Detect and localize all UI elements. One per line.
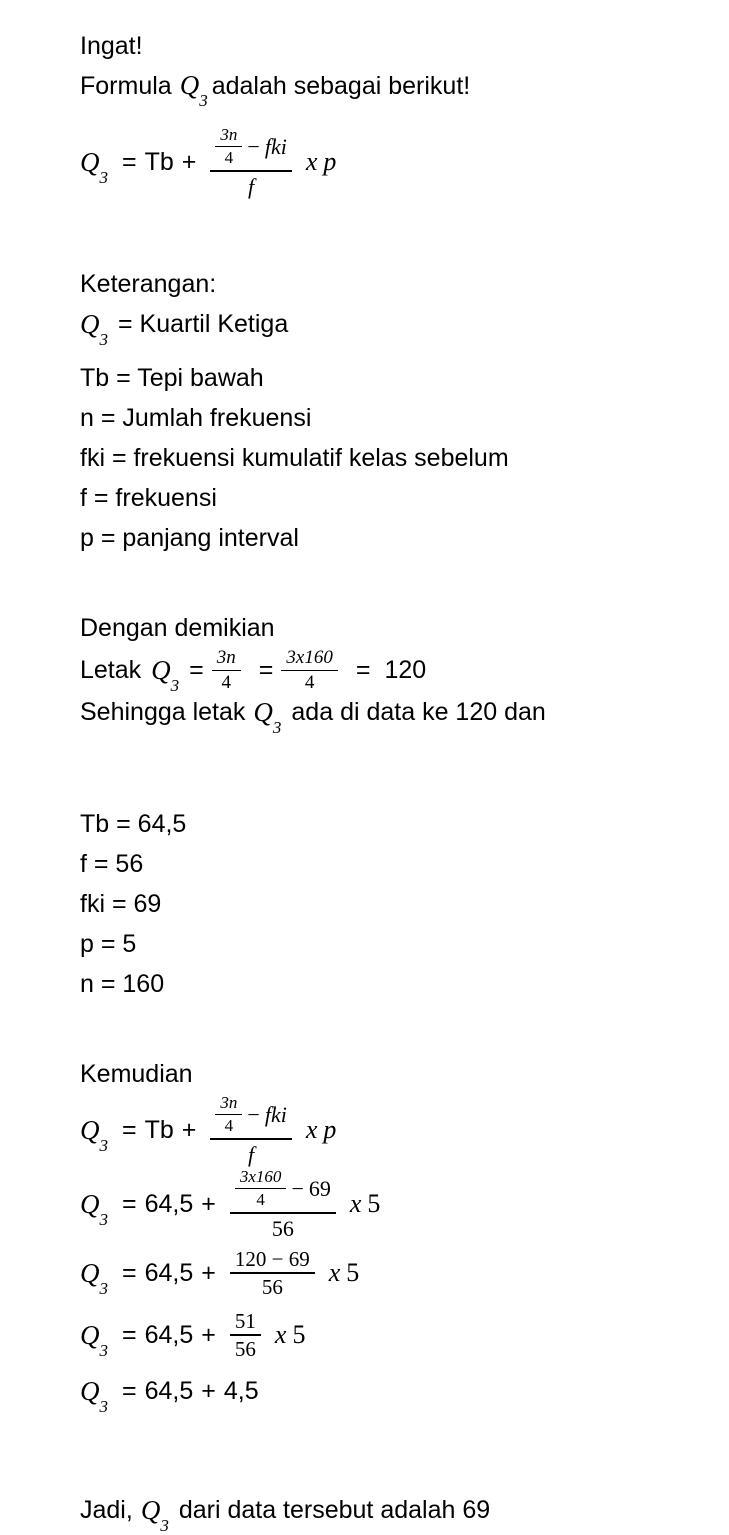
step-inner-fraction (235, 1168, 287, 1209)
fraction-bar (230, 1334, 261, 1336)
letak-prefix: Letak (80, 655, 142, 684)
q3-symbol: Q3 (80, 1319, 108, 1360)
keterangan-heading: Keterangan: (80, 270, 217, 299)
keterangan-item-q3 (80, 304, 700, 349)
keterangan-item-label: = Kuartil Ketiga (118, 310, 289, 339)
times-sign: x (349, 1189, 362, 1219)
q3-symbol: Q3 (179, 70, 208, 110)
first-term: 64,5 (144, 1376, 194, 1405)
step-main-fraction (230, 1168, 336, 1240)
main-denominator: 56 (271, 1216, 294, 1242)
equals-sign: = (122, 1115, 137, 1144)
times-sign: x (305, 147, 318, 177)
formula-intro-line (80, 66, 700, 110)
kemudian-step-substitute (80, 1166, 700, 1242)
main-fraction-bar (230, 1212, 336, 1214)
formula-intro-prefix: Formula (80, 72, 172, 100)
q3-symbol: Q3 (140, 1494, 169, 1535)
step-main-fraction (210, 1094, 291, 1166)
q3-symbol: Q3 (151, 654, 180, 695)
multiplier: 5 (367, 1189, 381, 1219)
main-fraction-bar (210, 170, 291, 172)
minus-sign: − (291, 1176, 304, 1202)
letak-result-value: 120 (384, 655, 427, 684)
value-p: p = 5 (80, 930, 137, 959)
keterangan-item-f: f = frekuensi (80, 484, 217, 513)
inner-fraction-bar (215, 146, 242, 148)
fraction-denominator: 4 (221, 672, 232, 694)
plus-sign: + (201, 1189, 216, 1218)
p-term: p (323, 147, 337, 177)
kemudian-step-general (80, 1094, 700, 1166)
kemudian-step-simplify-2 (80, 1304, 700, 1366)
step-inner-fraction (215, 1094, 242, 1135)
step-fraction (230, 1248, 315, 1298)
fraction-denominator: 4 (304, 672, 315, 694)
fraction-bar (230, 1272, 315, 1274)
ingat-heading: Ingat! (80, 32, 143, 60)
inner-denominator: 4 (256, 1190, 265, 1210)
inner-denominator: 4 (224, 148, 234, 168)
fraction-numerator: 51 (234, 1309, 256, 1334)
minus-sign: − (247, 1102, 260, 1128)
first-term: 64,5 (144, 1189, 194, 1218)
value-fki: fki = 69 (80, 890, 162, 919)
plus-sign: + (181, 1115, 197, 1144)
dengan-demikian-heading: Dengan demikian (80, 614, 275, 643)
q3-symbol: Q3 (253, 696, 282, 737)
times-sign: x (305, 1115, 318, 1145)
first-term: Tb (144, 1115, 174, 1144)
equals-sign: = (122, 1189, 137, 1218)
general-formula-equation (80, 126, 700, 198)
fraction-bar (212, 670, 241, 672)
q3-symbol: Q3 (80, 308, 108, 349)
multiplier: 5 (292, 1320, 306, 1350)
inner-fraction-bar (215, 1114, 242, 1116)
letak-fraction-3n-4 (212, 648, 241, 693)
sehingga-suffix: ada di data ke 120 dan (291, 697, 546, 726)
inner-numerator: 3n (220, 1093, 238, 1113)
inner-fraction-bar (235, 1188, 287, 1190)
fraction-bar (281, 670, 337, 672)
subtrahend: 69 (308, 1176, 331, 1202)
inner-numerator: 3x160 (239, 1167, 282, 1187)
q3-symbol: Q3 (80, 1188, 108, 1229)
value-tb: Tb = 64,5 (80, 810, 187, 839)
tb-term: Tb (144, 147, 174, 176)
multiplier: 5 (346, 1258, 360, 1288)
times-sign: x (274, 1320, 287, 1350)
sehingga-prefix: Sehingga letak (80, 697, 246, 726)
conclusion-line (80, 1490, 700, 1535)
document-content (80, 26, 700, 1535)
conclusion-prefix: Jadi, (80, 1495, 133, 1524)
plus-sign: + (201, 1376, 216, 1405)
equals-sign: = (122, 1320, 137, 1349)
plus-sign: + (201, 1258, 216, 1287)
kemudian-step-simplify-1 (80, 1242, 700, 1304)
keterangan-item-tb: Tb = Tepi bawah (80, 364, 264, 393)
q3-symbol: Q3 (80, 1375, 108, 1416)
fraction-denominator: 56 (261, 1275, 283, 1300)
step-fraction (230, 1310, 261, 1360)
equals-sign: = (355, 655, 371, 684)
plus-sign: + (201, 1320, 216, 1349)
q3-symbol: Q3 (80, 1257, 108, 1298)
equals-sign: = (122, 147, 137, 176)
keterangan-item-n: n = Jumlah frekuensi (80, 404, 312, 433)
fraction-numerator: 3n (216, 646, 236, 668)
main-denominator: f (248, 174, 255, 200)
plus-sign: + (181, 147, 197, 176)
q3-symbol: Q3 (80, 1114, 108, 1155)
main-denominator: f (248, 1142, 255, 1168)
subtrahend: fki (264, 1102, 287, 1128)
inner-denominator: 4 (224, 1116, 234, 1136)
fraction-numerator: 3x160 (286, 646, 333, 668)
inner-numerator: 3n (220, 125, 238, 144)
first-term: 64,5 (144, 1258, 194, 1287)
q3-symbol: Q3 (80, 146, 108, 187)
keterangan-item-fki: fki = frekuensi kumulatif kelas sebelum (80, 444, 509, 473)
kemudian-heading: Kemudian (80, 1060, 193, 1089)
formula-intro-suffix: adalah sebagai berikut! (211, 72, 471, 100)
fki-term: fki (264, 134, 287, 160)
minus-sign: − (247, 134, 260, 160)
equals-sign: = (258, 655, 274, 684)
formula-main-fraction (210, 126, 291, 198)
conclusion-suffix: dari data tersebut adalah 69 (178, 1495, 491, 1524)
equals-sign: = (122, 1376, 137, 1405)
letak-q3-equation (80, 646, 700, 695)
multiplier: p (323, 1115, 337, 1145)
fraction-numerator: 120 − 69 (234, 1247, 310, 1272)
sehingga-letak-line (80, 692, 700, 737)
second-term: 4,5 (223, 1376, 259, 1405)
first-term: 64,5 (144, 1320, 194, 1349)
formula-inner-fraction (215, 126, 242, 167)
equals-sign: = (122, 1258, 137, 1287)
keterangan-item-p: p = panjang interval (80, 524, 299, 553)
fraction-denominator: 56 (234, 1337, 256, 1362)
kemudian-step-final-sum (80, 1366, 700, 1416)
letak-fraction-3x160-4 (281, 648, 337, 693)
value-n: n = 160 (80, 970, 165, 999)
times-sign: x (328, 1258, 341, 1288)
equals-sign: = (189, 655, 204, 684)
value-f: f = 56 (80, 850, 144, 879)
main-fraction-bar (210, 1138, 291, 1140)
